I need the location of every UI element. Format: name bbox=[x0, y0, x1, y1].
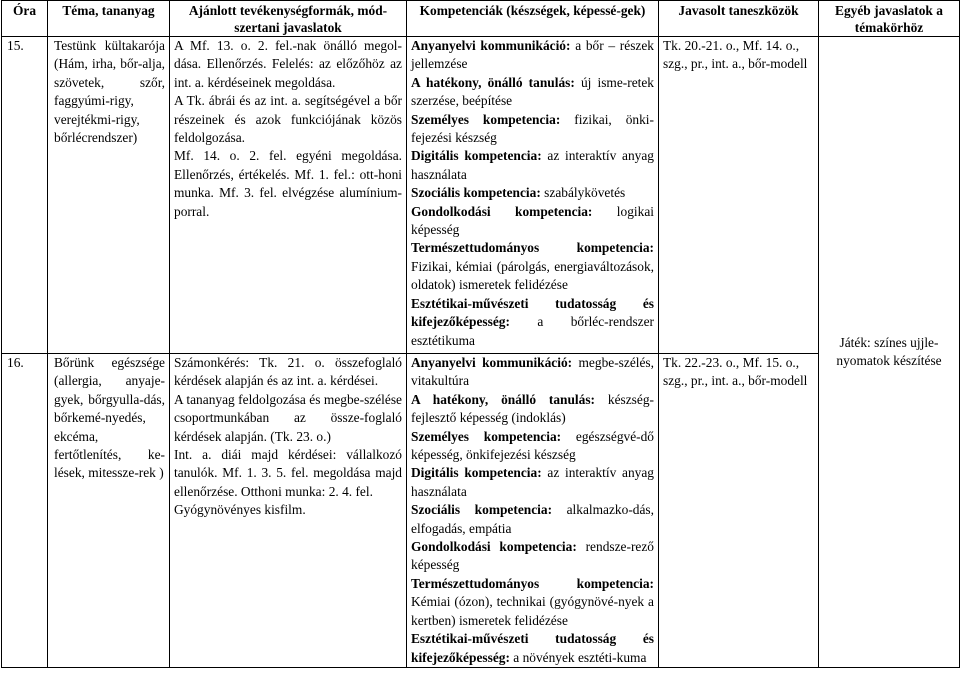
header-ora: Óra bbox=[2, 1, 48, 37]
header-egyeb: Egyéb javaslatok a témakörhöz bbox=[819, 1, 960, 37]
competency-item: Személyes kompetencia: fizikai, önki-fejezési készség bbox=[411, 111, 654, 146]
lesson-theme: Bőrünk egészsége (allergia, anyaje-gyek, bőrgyulla-dás, bőrkemé-nyedés, ekcéma, fertőtlenítés, ke-lések, mitessze-rek ) bbox=[48, 354, 170, 668]
header-tevekenyseg: Ajánlott tevékenységformák, mód-szertani javaslatok bbox=[170, 1, 407, 37]
competency-item: Gondolkodási kompetencia: rendsze-rező képesség bbox=[411, 539, 654, 573]
competency-item: Természettudományos kompetencia: Fizikai, kémiai (párolgás, energiaváltozások, oldatok) ismeretek felidézése bbox=[411, 240, 654, 293]
header-tema: Téma, tananyag bbox=[48, 1, 170, 37]
competency-item: Szociális kompetencia: szabálykövetés bbox=[411, 185, 626, 201]
competency-item: Esztétikai-művészeti tudatosság és kifejezőképesség: a bőrléc-rendszer esztétikuma bbox=[411, 295, 654, 348]
competency-item: Digitális kompetencia: az interaktív anyag használata bbox=[411, 148, 654, 182]
activity-text: A Tk. ábrái és az int. a. segítségével a bőr részeinek és azok funkciójának közös feldolgozása. bbox=[174, 93, 402, 146]
header-kompetenciak: Kompetenciák (készségek, képessé-gek) bbox=[407, 1, 659, 37]
header-row bbox=[2, 1, 960, 37]
lesson-competencies bbox=[407, 354, 659, 668]
activity-text: Gyógynövényes kisfilm. bbox=[174, 502, 306, 518]
competency-item: Szociális kompetencia: alkalmazko-dás, elfogadás, empátia bbox=[411, 502, 654, 536]
activity-text: Mf. 14. o. 2. fel. egyéni megoldása. Ellenőrzés, értékelés. Mf. 1. fel.: ott-honi munka. Mf. 3. fel. elvégzése alumínium-porral. bbox=[174, 148, 402, 219]
extra-suggestion: Játék: színes ujjle-nyomatok készítése bbox=[819, 37, 960, 668]
competency-item: Természettudományos kompetencia: Kémiai (ózon), technikai (gyógynövé-nyek a kertben) ismeretek felidézése bbox=[411, 575, 654, 628]
activity-text: A tananyag feldolgozása és megbe-szélése csoportmunkában az össze-foglaló kérdések alapján. (Tk. 23. o.) bbox=[174, 391, 402, 444]
competency-item: A hatékony, önálló tanulás: új isme-retek szerzése, beépítése bbox=[411, 74, 654, 109]
table-row bbox=[2, 37, 960, 354]
lesson-competencies bbox=[407, 37, 659, 354]
lesson-tools: Tk. 20.-21. o., Mf. 14. o., szg., pr., int. a., bőr-modell bbox=[659, 37, 819, 354]
table-row bbox=[2, 354, 960, 668]
activity-text: Int. a. diái majd kérdései: vállalkozó tanulók. Mf. 1. 3. 5. fel. megoldása majd ellenőrzése. Otthoni munka: 2. 4. fel. bbox=[174, 447, 402, 499]
competency-item: Esztétikai-művészeti tudatosság és kifejezőképesség: a növények esztéti-kuma bbox=[411, 631, 654, 665]
lesson-activities bbox=[170, 354, 407, 668]
competency-item: Digitális kompetencia: az interaktív anyag használata bbox=[411, 465, 654, 499]
competency-item: A hatékony, önálló tanulás: készség-fejlesztő képesség (indoklás) bbox=[411, 391, 654, 426]
header-taneszkozok: Javasolt taneszközök bbox=[659, 1, 819, 37]
lesson-number: 15. bbox=[2, 37, 48, 354]
activity-text: A Mf. 13. o. 2. fel.-nak önálló megol-dása. Ellenőrzés. Felelés: az előzőhöz az int. a. kérdéseinek megoldása. bbox=[174, 38, 402, 90]
lesson-activities bbox=[170, 37, 407, 354]
competency-item: Gondolkodási kompetencia: logikai képesség bbox=[411, 203, 654, 238]
competency-item: Anyanyelvi kommunikáció: a bőr – részek jellemzése bbox=[411, 38, 654, 72]
competency-item: Anyanyelvi kommunikáció: megbe-szélés, vitakultúra bbox=[411, 355, 654, 389]
curriculum-table bbox=[1, 0, 960, 668]
activity-text: Számonkérés: Tk. 21. o. összefoglaló kérdések alapján és az int. a. kérdései. bbox=[174, 355, 402, 389]
lesson-theme: Testünk kültakarója (Hám, irha, bőr-alja, szövetek, szőr, faggyúmi-rigy, verejtékmi-rigy, bőrlécrendszer) bbox=[48, 37, 170, 354]
lesson-tools: Tk. 22.-23. o., Mf. 15. o., szg., pr., int. a., bőr-modell bbox=[659, 354, 819, 668]
competency-item: Személyes kompetencia: egészségvé-dő képesség, önkifejezési készség bbox=[411, 428, 654, 463]
lesson-number: 16. bbox=[2, 354, 48, 668]
